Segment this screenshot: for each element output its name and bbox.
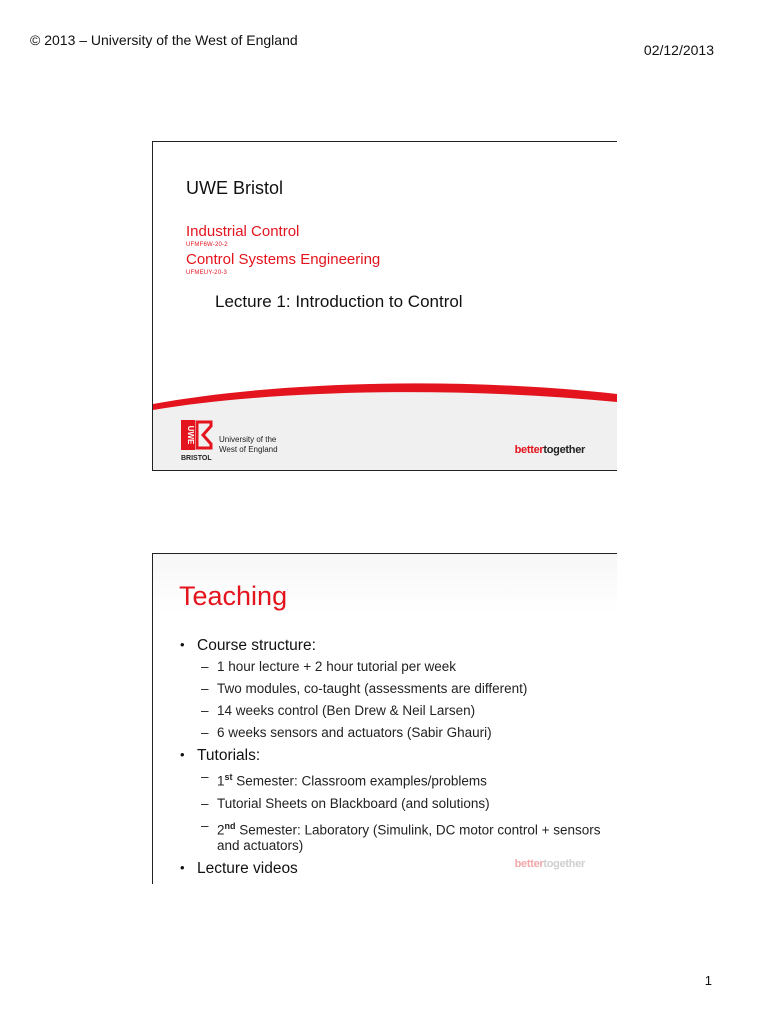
tagline-together: together xyxy=(543,858,585,870)
module-name-industrial-control: Industrial Control xyxy=(186,223,300,240)
sub-bullet-item: – 14 weeks control (Ben Drew & Neil Larsen) xyxy=(179,703,609,719)
uwe-logo-icon xyxy=(181,420,217,462)
page-header-date: 02/12/2013 xyxy=(643,42,714,58)
tagline-together: together xyxy=(543,444,585,456)
slide-title: UWE Bristol xyxy=(186,178,284,198)
module-code: UFMEUY-20-3 xyxy=(186,270,227,276)
bullet-item: • Lecture videos xyxy=(179,860,609,878)
sub-bullet-item: – Two modules, co-taught (assessments are different) xyxy=(179,681,609,697)
sub-bullet-text: Semester: Laboratory (Simulink, DC motor control + sensors and actuators) xyxy=(217,822,601,853)
ordinal-suffix: st xyxy=(224,772,233,782)
tagline-better: better xyxy=(514,444,544,456)
title-slide xyxy=(152,141,617,471)
sub-bullet-item xyxy=(179,818,609,855)
module-name-control-systems: Control Systems Engineering xyxy=(186,251,381,268)
bullet-item: • Course structure: xyxy=(179,637,609,655)
bullet-list xyxy=(179,632,609,882)
sub-bullet-item: – Tutorial Sheets on Blackboard (and solutions) xyxy=(179,796,609,812)
ordinal-suffix: nd xyxy=(224,820,236,831)
module-code: UFMF6W-20-2 xyxy=(186,242,228,248)
bullet-item: • Tutorials: xyxy=(179,747,609,765)
better-together-tagline xyxy=(515,858,585,870)
university-name-line1: University of the xyxy=(219,435,277,444)
red-swoosh-decoration xyxy=(153,382,617,470)
university-name-line2: West of England xyxy=(219,445,278,454)
page-number: 1 xyxy=(704,973,712,988)
uwe-logo-mark: UWE xyxy=(186,425,195,445)
tagline-better: better xyxy=(514,858,544,870)
better-together-tagline xyxy=(515,444,585,456)
ordinal-number: 2 xyxy=(217,822,225,837)
university-name xyxy=(219,435,278,455)
sub-bullet-item: – 6 weeks sensors and actuators (Sabir Ghauri) xyxy=(179,725,609,741)
sub-bullet-item xyxy=(179,769,609,790)
sub-bullet-item: – 1 hour lecture + 2 hour tutorial per week xyxy=(179,659,609,675)
teaching-slide xyxy=(152,553,617,884)
sub-bullet-text: Semester: Classroom examples/problems xyxy=(232,773,487,789)
page-header-copyright: © 2013 – University of the West of England xyxy=(30,32,298,48)
ordinal-number: 1 xyxy=(217,773,225,789)
uwe-logo-subtext: BRISTOL xyxy=(181,455,212,462)
lecture-title: Lecture 1: Introduction to Control xyxy=(215,292,463,311)
slide-title: Teaching xyxy=(179,581,288,611)
